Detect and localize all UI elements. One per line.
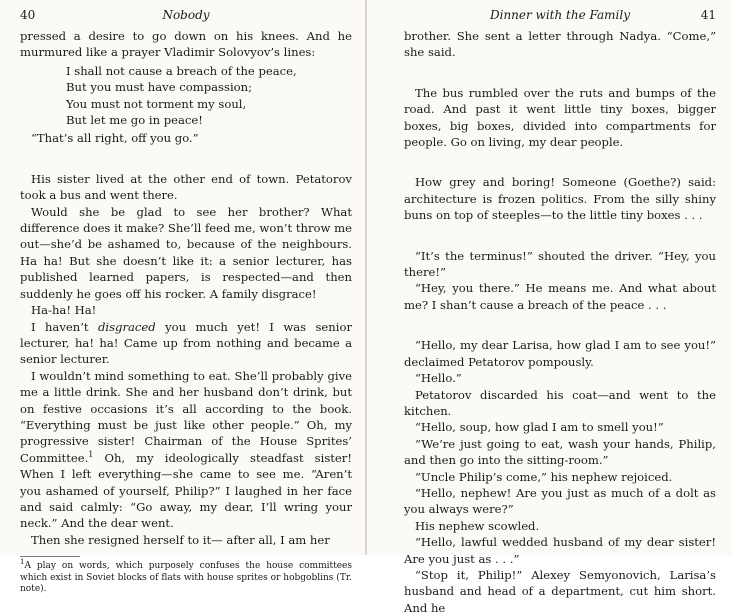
text-span: I haven’t bbox=[31, 319, 98, 334]
paragraph: The bus rumbled over the ruts and bumps of the road. And past it went little tiny boxes, bigger boxes, big boxes, divided into compartments for people. Go on living, my dear people. bbox=[404, 85, 716, 150]
paragraph: “Stop it, Philip!” Alexey Semyonovich, Larisa’s husband and head of a department, cut him short. And he bbox=[404, 567, 716, 615]
emphasis: disgraced bbox=[97, 319, 156, 334]
footnote bbox=[20, 558, 352, 596]
right-running-title: Dinner with the Family bbox=[489, 8, 630, 22]
right-page-number: 41 bbox=[700, 8, 716, 22]
paragraph: “Hello, nephew! Are you just as much of a dolt as you always were?” bbox=[404, 485, 716, 517]
paragraph: “Hello, soup, how glad I am to smell you!” bbox=[415, 420, 664, 435]
poem-line: But let me go in peace! bbox=[66, 113, 203, 128]
paragraph: His nephew scowled. bbox=[415, 518, 540, 533]
paragraph: pressed a desire to go down on his knees. And he murmured like a prayer Vladimir Solovyov’s lines: bbox=[20, 29, 352, 60]
paragraph bbox=[20, 368, 352, 532]
paragraph: “That’s all right, off you go.” bbox=[31, 131, 199, 146]
paragraph: Petatorov discarded his coat—and went to the kitchen. bbox=[404, 387, 716, 418]
poem-quote bbox=[66, 63, 352, 129]
left-page-body bbox=[20, 28, 352, 548]
paragraph: His sister lived at the other end of town. Petatorov took a bus and went there. bbox=[20, 171, 352, 203]
text-span: Oh, my ideologically steadfast sister! When I left everything—she came to see me. “Aren’t you ashamed of yourself, Philip?” I laughed in her face and said calmly: “Go away, my dear, I’ll wring your neck.” And the dear went. bbox=[20, 450, 352, 531]
footnote-reference: 1 bbox=[88, 449, 94, 459]
footnote-mark: 1 bbox=[20, 558, 25, 567]
text-span: you much yet! I was senior lecturer, ha! ha! Came up from nothing and became a senior lecturer. bbox=[20, 319, 352, 367]
paragraph: Ha-ha! Ha! bbox=[31, 303, 97, 318]
left-page-number: 40 bbox=[20, 8, 36, 22]
right-page bbox=[366, 0, 732, 615]
left-page bbox=[0, 0, 366, 595]
paragraph: “Hello.” bbox=[415, 371, 462, 386]
paragraph: “Hello, lawful wedded husband of my dear sister! Are you just as . . .” bbox=[404, 535, 716, 566]
footnote-divider bbox=[20, 556, 80, 557]
paragraph: “We’re just going to eat, wash your hands, Philip, and then go into the sitting-room.” bbox=[404, 436, 716, 468]
poem-line: You must not torment my soul, bbox=[66, 96, 247, 111]
paragraph bbox=[20, 319, 352, 368]
poem-line: I shall not cause a breach of the peace, bbox=[66, 63, 297, 78]
paragraph: “It’s the terminus!” shouted the driver. “Hey, you there!” bbox=[404, 248, 716, 280]
paragraph: “Hello, my dear Larisa, how glad I am to see you!” declaimed Petatorov pompously. bbox=[404, 338, 716, 369]
right-page-body bbox=[404, 28, 716, 616]
paragraph: How grey and boring! Someone (Goethe?) said: architecture is frozen politics. From the silly shiny buns on top of steeples—to the little tiny boxes . . . bbox=[404, 175, 716, 223]
text-span: I wouldn’t mind something to eat. She’ll probably give me a little drink. She and her husband don’t drink, but on festive occasions it’s all according to the book. “Everything must be just like other people.” Oh, my progressive sister! Chairman of the House Sprites’ Committee. bbox=[20, 368, 352, 465]
footnote-text: A play on words, which purposely confuses the house committees which exist in Soviet blocks of flats with house sprites or hobgoblins (Tr. note). bbox=[20, 561, 352, 595]
left-page-header bbox=[20, 8, 352, 28]
poem-line: But you must have compassion; bbox=[66, 80, 253, 95]
paragraph: Would she be glad to see her brother? What difference does it make? She’ll feed me, won’t throw me out—she’d be ashamed to, because of the neighbours. Ha ha! But she doesn’t like it: a senior lecturer, has published learned papers, is respected—and then suddenly he goes off his rocker. A family disgrace! bbox=[20, 204, 352, 301]
paragraph: brother. She sent a letter through Nadya. “Come,” she said. bbox=[404, 29, 716, 60]
paragraph: Then she resigned herself to it— after all, I am her bbox=[31, 532, 330, 547]
paragraph: “Uncle Philip’s come,” his nephew rejoiced. bbox=[415, 469, 673, 484]
right-page-header bbox=[404, 8, 716, 28]
paragraph: “Hey, you there.” He means me. And what about me? I shan’t cause a breach of the peace . . . bbox=[404, 281, 716, 312]
left-running-title: Nobody bbox=[162, 8, 210, 22]
